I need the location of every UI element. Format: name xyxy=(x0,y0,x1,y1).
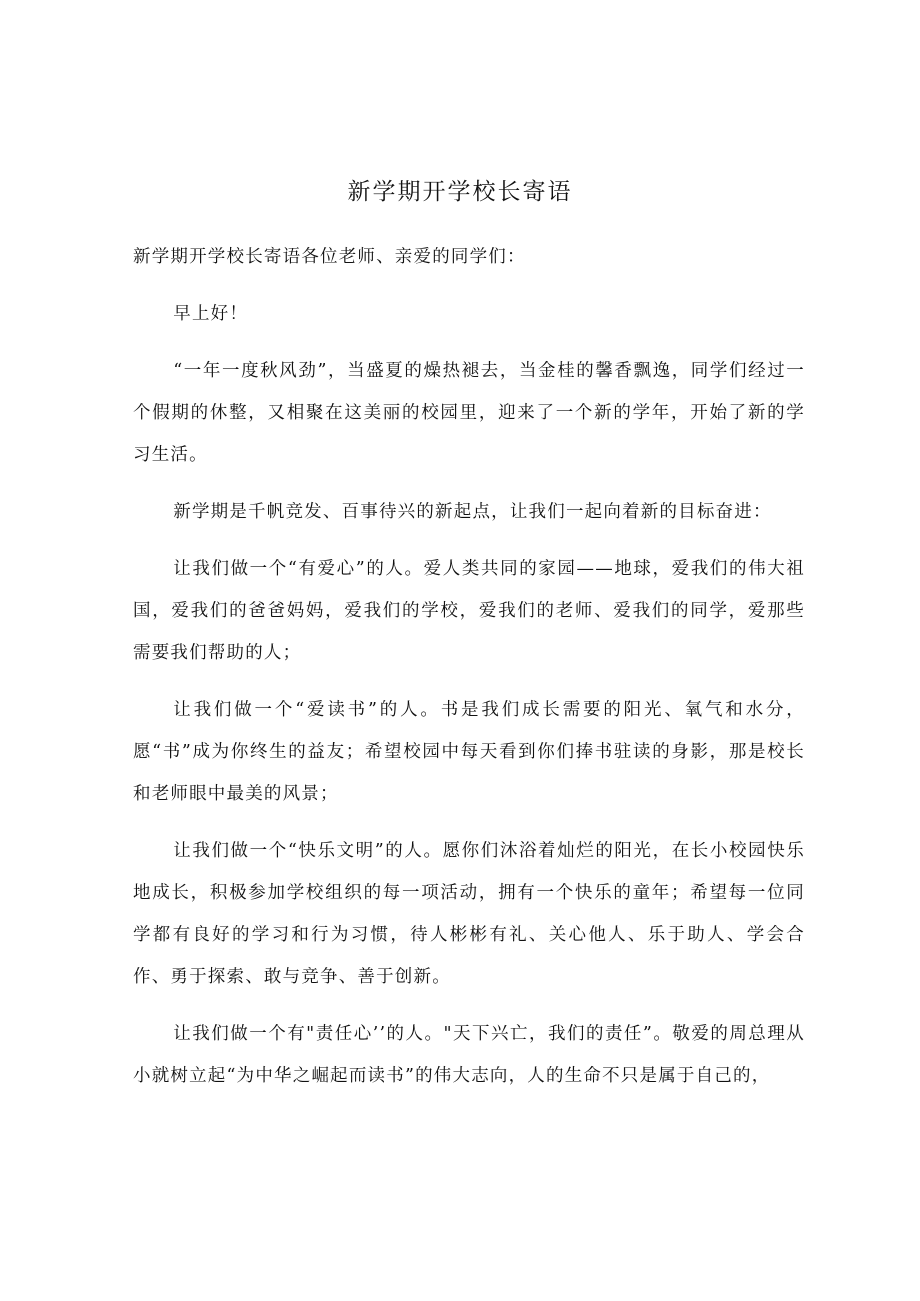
paragraph: 让我们做一个“爱读书”的人。书是我们成长需要的阳光、氧气和水分，愿“书”成为你终生的益友；希望校园中每天看到你们捧书驻读的身影，那是校长和老师眼中最美的风景； xyxy=(133,700,805,804)
paragraph: 新学期是千帆竞发、百事待兴的新起点，让我们一起向着新的目标奋进： xyxy=(173,502,772,522)
greeting-paragraph: 新学期开学校长寄语各位老师、亲爱的同学们： xyxy=(133,247,526,267)
paragraph: 让我们做一个“有爱心”的人。爱人类共同的家园——地球，爱我们的伟大祖国，爱我们的爸爸妈妈，爱我们的学校，爱我们的老师、爱我们的同学，爱那些需要我们帮助的人； xyxy=(133,559,805,663)
paragraph: 让我们做一个“快乐文明”的人。愿你们沐浴着灿烂的阳光，在长小校园快乐地成长，积极参加学校组织的每一项活动，拥有一个快乐的童年；希望每一位同学都有良好的学习和行为习惯，待人彬彬有礼、关心他人、乐于助人、学会合作、勇于探索、敢与竞争、善于创新。 xyxy=(133,841,805,987)
paragraph: 早上好！ xyxy=(173,304,249,324)
document-body xyxy=(133,236,805,1112)
paragraph: “一年一度秋风劲”，当盛夏的燥热褪去，当金桂的馨香飘逸，同学们经过一个假期的休整，又相聚在这美丽的校园里，迎来了一个新的学年，开始了新的学习生活。 xyxy=(133,361,805,465)
paragraph: 让我们做一个有"责任心’’的人。"天下兴亡，我们的责任”。敬爱的周总理从小就树立起“为中华之崛起而读书”的伟大志向，人的生命不只是属于自己的， xyxy=(133,1024,805,1086)
document-title: 新学期开学校长寄语 xyxy=(347,179,573,205)
